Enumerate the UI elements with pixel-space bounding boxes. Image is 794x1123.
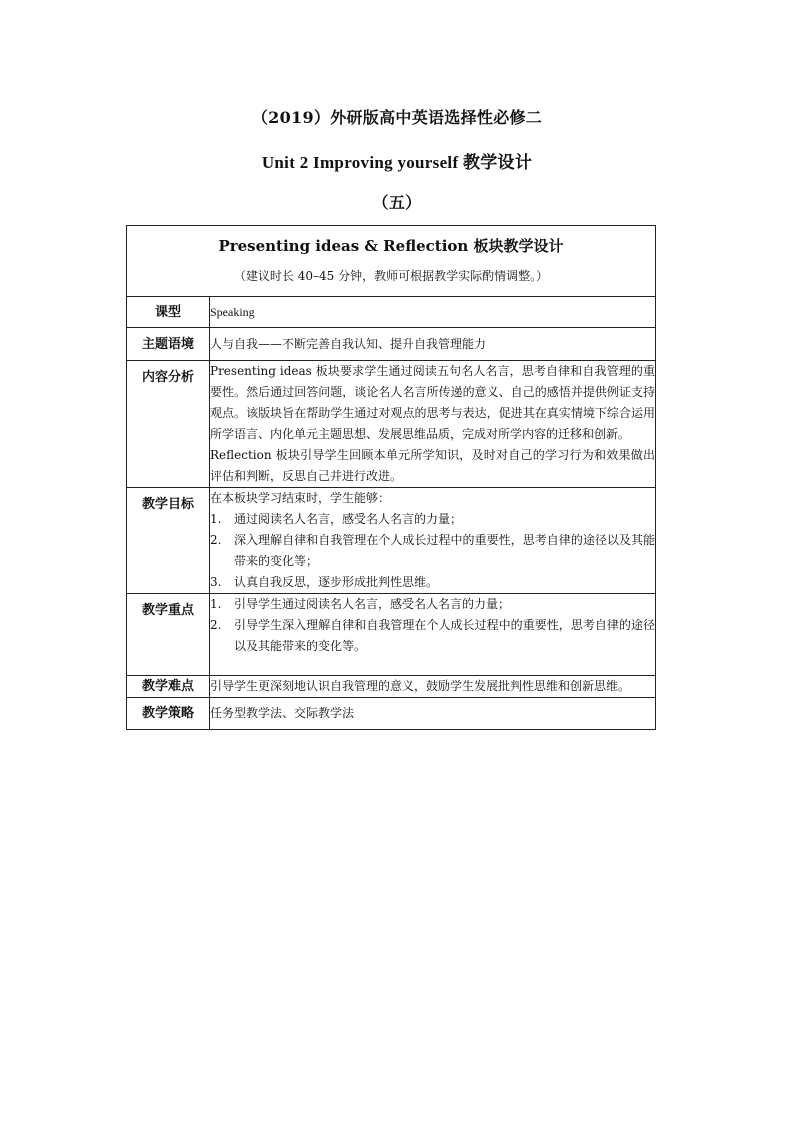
objectives-list — [210, 509, 655, 593]
list-item — [210, 530, 655, 572]
table-row-analysis — [127, 361, 656, 488]
list-item-number: 2. — [210, 618, 222, 632]
list-item-text: 认真自我反思，逐步形成批判性思维。 — [234, 575, 439, 589]
list-item — [210, 572, 655, 593]
row-value-objectives — [210, 488, 656, 594]
row-value-analysis — [210, 361, 656, 488]
row-value-strategies: 任务型教学法、交际教学法 — [210, 698, 656, 730]
section-title: Presenting ideas & Reflection 板块教学设计 — [218, 237, 564, 255]
table-row-difficulties — [127, 676, 656, 698]
row-value-key-points — [210, 594, 656, 676]
row-label-theme: 主题语境 — [127, 328, 210, 361]
table-row-theme — [127, 328, 656, 361]
list-item-number: 1. — [210, 597, 222, 611]
list-item-text: 通过阅读名人名言，感受名人名言的力量； — [234, 512, 463, 526]
table-row-type — [127, 297, 656, 328]
row-label-strategies: 教学策略 — [127, 698, 210, 730]
row-value-type: Speaking — [210, 297, 656, 328]
analysis-paragraph-2: Reflection 板块引导学生回顾本单元所学知识，及时对自己的学习行为和效果做出评估和判断，反思自己并进行改进。 — [210, 448, 655, 483]
list-item — [210, 594, 655, 615]
row-label-key-points: 教学重点 — [127, 594, 210, 676]
table-row-strategies — [127, 698, 656, 730]
row-value-difficulties: 引导学生更深刻地认识自我管理的意义，鼓励学生发展批判性思维和创新思维。 — [210, 676, 656, 698]
duration-note: （建议时长 40–45 分钟，教师可根据教学实际酌情调整。） — [233, 269, 549, 283]
table-header-cell — [127, 226, 656, 297]
list-item-number: 3. — [210, 575, 222, 589]
table-row-objectives — [127, 488, 656, 594]
row-label-analysis: 内容分析 — [127, 361, 210, 488]
list-item-number: 2. — [210, 533, 222, 547]
document-title-line2: Unit 2 Improving yourself 教学设计 — [261, 153, 533, 172]
lesson-plan-table — [126, 225, 656, 730]
row-label-objectives: 教学目标 — [127, 488, 210, 594]
list-item — [210, 509, 655, 530]
list-item-number: 1. — [210, 512, 222, 526]
key-points-list — [210, 594, 655, 657]
document-title-line1: （2019）外研版高中英语选择性必修二 — [251, 108, 543, 127]
list-item — [210, 615, 655, 657]
table-row-key-points — [127, 594, 656, 676]
row-label-type: 课型 — [127, 297, 210, 328]
list-item-text: 引导学生通过阅读名人名言，感受名人名言的力量； — [234, 597, 511, 611]
list-item-text: 引导学生深入理解自律和自我管理在个人成长过程中的重要性，思考自律的途径以及其能带来的变化等。 — [234, 618, 655, 653]
analysis-paragraph-1: Presenting ideas 板块要求学生通过阅读五句名人名言，思考自律和自我管理的重要性。然后通过回答问题，谈论名人名言所传递的意义、自己的感悟并提供例证支持观点。该版块旨在帮助学生通过对观点的思考与表达，促进其在真实情境下综合运用所学语言、内化单元主题思想、发展思维品质，完成对所学内容的迁移和创新。 — [210, 364, 655, 441]
row-label-difficulties: 教学难点 — [127, 676, 210, 698]
row-value-theme: 人与自我——不断完善自我认知、提升自我管理能力 — [210, 328, 656, 361]
document-title-line3: （五） — [372, 193, 422, 212]
list-item-text: 深入理解自律和自我管理在个人成长过程中的重要性，思考自律的途径以及其能带来的变化等； — [234, 533, 655, 568]
objectives-intro: 在本板块学习结束时，学生能够： — [210, 491, 391, 505]
table-header-row — [127, 226, 656, 297]
